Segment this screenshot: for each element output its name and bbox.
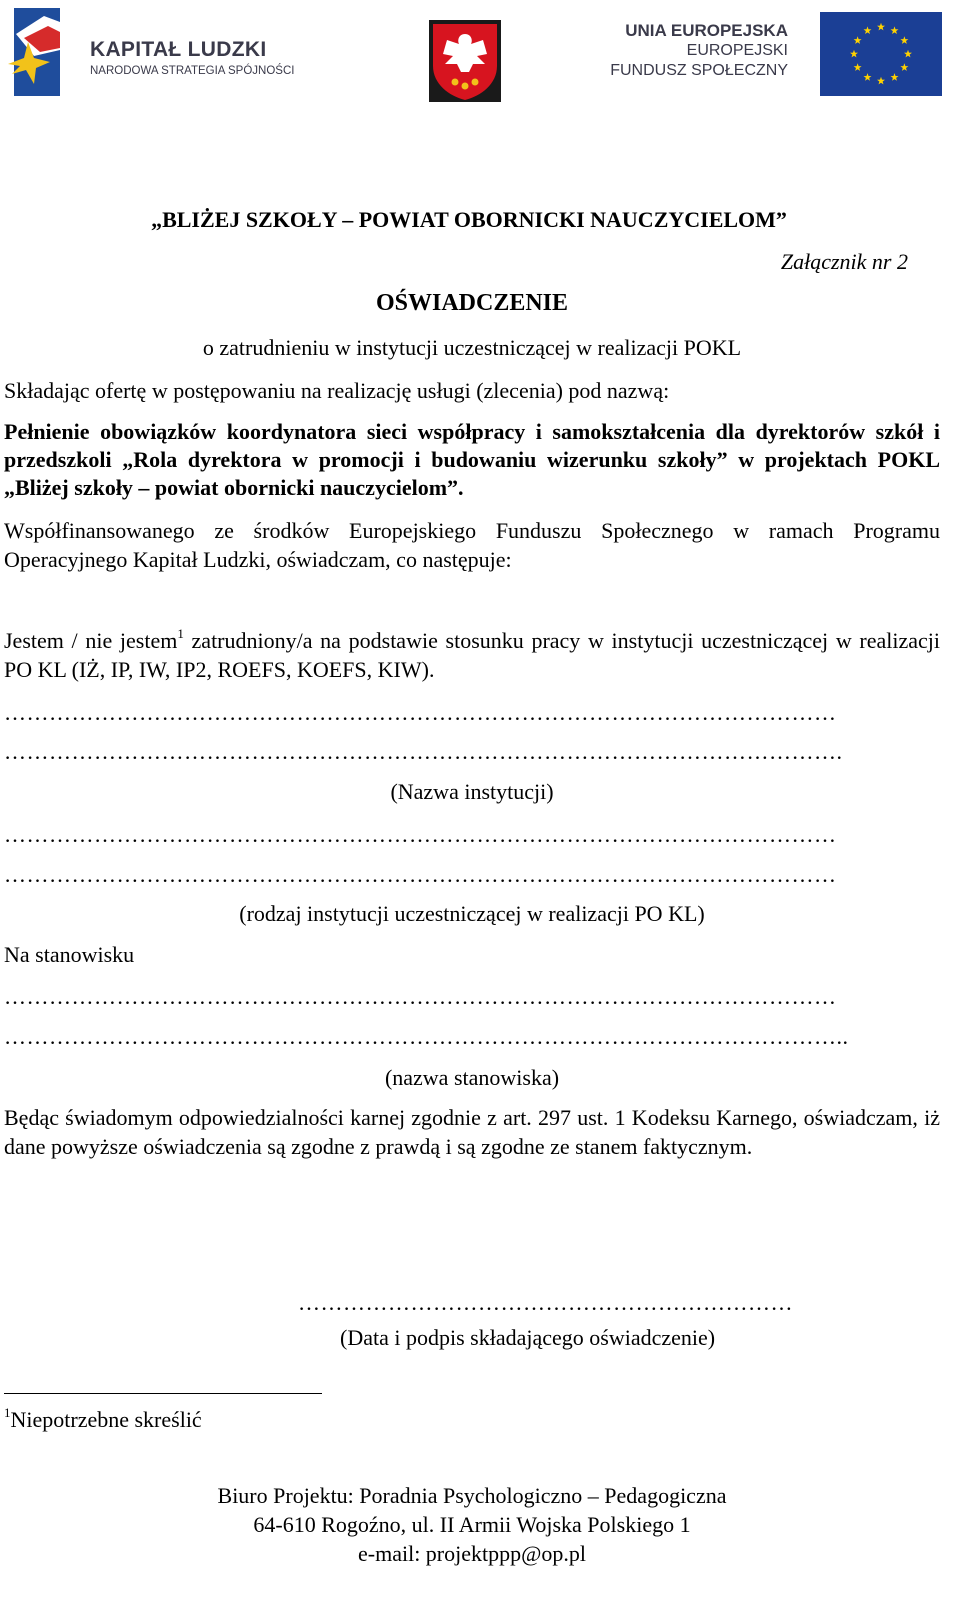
kapital-ludzki-title: KAPITAŁ LUDZKI bbox=[90, 38, 267, 61]
institution-type-field-2[interactable]: ………………………………………………………………………………………………… bbox=[4, 862, 837, 887]
eu-line-1: UNIA EUROPEJSKA bbox=[625, 21, 788, 40]
institution-name-field-1[interactable]: ………………………………………………………………………………………………… bbox=[4, 700, 837, 725]
signature-label: (Data i podpis składającego oświadczenie) bbox=[340, 1325, 716, 1350]
project-title: „BLIŻEJ SZKOŁY – POWIAT OBORNICKI NAUCZYCIELOM” bbox=[151, 207, 787, 232]
position-field-2[interactable]: ………………………………………………………………………………………………….. bbox=[4, 1024, 849, 1049]
footnote-ref: 1 bbox=[177, 625, 184, 641]
eu-flag-icon bbox=[820, 12, 942, 96]
footnote-divider bbox=[4, 1393, 322, 1394]
footer-office: Biuro Projektu: Poradnia Psychologiczno – Pedagogiczna bbox=[217, 1483, 727, 1508]
employment-statement bbox=[4, 626, 940, 684]
eu-line-2: EUROPEJSKI bbox=[686, 42, 788, 59]
footer-address: 64-610 Rogoźno, ul. II Armii Wojska Polskiego 1 bbox=[253, 1512, 691, 1537]
header-logos bbox=[0, 0, 960, 110]
signature-field[interactable]: ………………………………………………………… bbox=[298, 1290, 793, 1315]
liability-statement: Będąc świadomym odpowiedzialności karnej zgodnie z art. 297 ust. 1 Kodeksu Karnego, oświadczam, iż dane powyższe oświadczenia są zgodne z prawdą i są zgodne ze stanem faktycznym. bbox=[4, 1105, 940, 1159]
eu-line-3: FUNDUSZ SPOŁECZNY bbox=[610, 62, 788, 79]
cofinance-text: Współfinansowanego ze środków Europejskiego Funduszu Społecznego w ramach Programu Operacyjnego Kapitał Ludzki, oświadczam, co następuje: bbox=[4, 518, 940, 572]
kapital-ludzki-logo bbox=[4, 4, 304, 100]
institution-type-field-1[interactable]: ………………………………………………………………………………………………… bbox=[4, 822, 837, 847]
coat-of-arms-eagle-icon bbox=[429, 20, 501, 102]
institution-type-label: (rodzaj instytucji uczestniczącej w realizacji PO KL) bbox=[239, 901, 705, 926]
kapital-ludzki-subtitle: NARODOWA STRATEGIA SPÓJNOŚCI bbox=[90, 65, 295, 77]
eu-flag bbox=[820, 12, 942, 96]
position-field-1[interactable]: ………………………………………………………………………………………………… bbox=[4, 984, 837, 1009]
footnote-number: 1 bbox=[4, 1404, 11, 1420]
statement-start: Jestem / nie jestem bbox=[4, 628, 178, 653]
institution-name-label: (Nazwa instytucji) bbox=[390, 779, 554, 804]
intro-text: Składając ofertę w postępowaniu na realizację usługi (zlecenia) pod nazwą: bbox=[4, 378, 670, 403]
annex-label: Załącznik nr 2 bbox=[780, 249, 908, 274]
position-label: Na stanowisku bbox=[4, 942, 135, 967]
document-heading: OŚWIADCZENIE bbox=[375, 290, 569, 316]
footnote bbox=[4, 1405, 956, 1434]
footer-email[interactable]: e-mail: projektppp@op.pl bbox=[358, 1541, 586, 1566]
institution-name-field-2[interactable]: …………………………………………………………………………………………………. bbox=[4, 739, 843, 764]
document-subheading: o zatrudnieniu w instytucji uczestniczącej w realizacji POKL bbox=[202, 335, 742, 360]
coat-of-arms bbox=[429, 20, 501, 102]
position-name-label: (nazwa stanowiska) bbox=[384, 1065, 560, 1090]
service-name: Pełnienie obowiązków koordynatora sieci współpracy i samokształcenia dla dyrektorów szkół i przedszkoli „Rola dyrektora w promocji i budowaniu wizerunku szkoły” w projektach POKL „Bliżej szkoły – powiat obornicki nauczycielom”. bbox=[4, 419, 940, 500]
eu-text-logo bbox=[610, 20, 788, 81]
footnote-text: Niepotrzebne skreślić bbox=[10, 1407, 202, 1432]
statement-end: zatrudniony/a na podstawie stosunku pracy w instytucji uczestniczącej w realizacji PO KL (IŻ, IP, IW, IP2, ROEFS, KOEFS, KIW). bbox=[4, 628, 941, 682]
